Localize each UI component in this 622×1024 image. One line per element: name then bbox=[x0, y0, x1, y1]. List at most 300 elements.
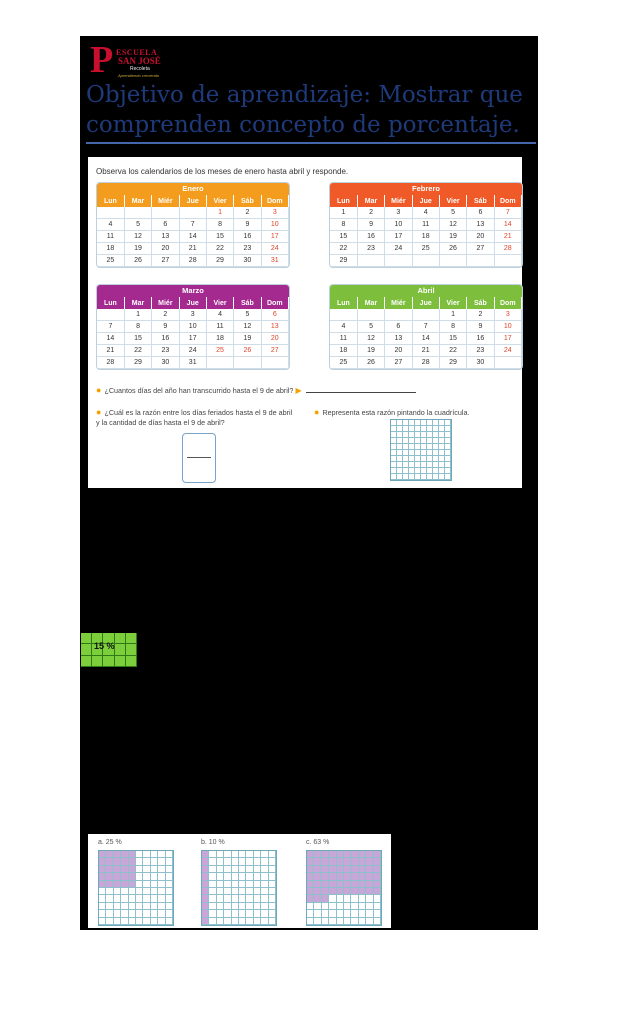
grid-cell bbox=[202, 895, 209, 902]
grid-cell bbox=[307, 851, 314, 858]
day-cell bbox=[467, 255, 494, 267]
day-cell: 26 bbox=[234, 345, 261, 357]
grid-cell bbox=[151, 858, 158, 865]
grid-cell bbox=[224, 895, 231, 902]
grid-cell bbox=[322, 903, 329, 910]
month-name: Enero bbox=[97, 183, 289, 195]
grid-cell bbox=[239, 851, 246, 858]
grid-cell bbox=[224, 873, 231, 880]
day-cell: 4 bbox=[330, 321, 357, 333]
question-2-text: ¿Cuál es la razón entre los días feriados hasta el 9 de abril y la cantidad de días hasta el 9 de abril? bbox=[96, 408, 293, 427]
grid-cell bbox=[246, 858, 253, 865]
grid-cell bbox=[217, 873, 224, 880]
day-cell: 27 bbox=[152, 255, 179, 267]
fraction-answer-box[interactable] bbox=[182, 433, 216, 483]
grid-cell bbox=[351, 873, 358, 880]
grid-cell bbox=[232, 910, 239, 917]
grid-cell bbox=[209, 895, 216, 902]
grid-cell bbox=[239, 910, 246, 917]
grid-cell bbox=[366, 895, 373, 902]
grid-cell bbox=[307, 888, 314, 895]
day-cell: 18 bbox=[206, 333, 233, 345]
grid-cell bbox=[158, 851, 165, 858]
question-1 bbox=[96, 385, 516, 396]
grid-cell bbox=[129, 851, 136, 858]
day-cell: 10 bbox=[179, 321, 206, 333]
answer-line[interactable] bbox=[306, 392, 416, 393]
grid-cell bbox=[366, 910, 373, 917]
grid-cell bbox=[217, 918, 224, 925]
grid-cell bbox=[232, 873, 239, 880]
weekday-header: Miér bbox=[152, 297, 179, 309]
grid-cell bbox=[158, 866, 165, 873]
grid-cell bbox=[351, 918, 358, 925]
grid-cell bbox=[217, 910, 224, 917]
grid-cell bbox=[202, 851, 209, 858]
day-cell bbox=[385, 255, 412, 267]
grid-cell bbox=[232, 858, 239, 865]
grid-cell bbox=[337, 873, 344, 880]
grid-cell bbox=[239, 895, 246, 902]
day-cell bbox=[412, 255, 439, 267]
grid-cell bbox=[307, 881, 314, 888]
day-cell: 13 bbox=[152, 231, 179, 243]
weekday-header: Miér bbox=[385, 195, 412, 207]
day-cell: 2 bbox=[467, 309, 494, 321]
day-cell: 13 bbox=[467, 219, 494, 231]
day-cell: 10 bbox=[494, 321, 521, 333]
day-cell: 25 bbox=[330, 357, 357, 369]
bullet-icon: ● bbox=[96, 407, 102, 417]
day-cell: 20 bbox=[467, 231, 494, 243]
grid-cell bbox=[151, 910, 158, 917]
day-cell: 28 bbox=[494, 243, 521, 255]
grid-cell bbox=[254, 895, 261, 902]
grid-cell bbox=[366, 873, 373, 880]
grid-cell bbox=[314, 866, 321, 873]
grid-cell[interactable] bbox=[445, 474, 451, 480]
day-cell: 2 bbox=[234, 207, 261, 219]
grid-cell bbox=[217, 851, 224, 858]
grid-cell bbox=[307, 858, 314, 865]
day-cell: 13 bbox=[261, 321, 288, 333]
green-cell bbox=[126, 656, 137, 667]
day-cell: 19 bbox=[439, 231, 466, 243]
grid-cell bbox=[143, 888, 150, 895]
grid-cell bbox=[261, 881, 268, 888]
grid-cell bbox=[224, 888, 231, 895]
grid-cell bbox=[329, 903, 336, 910]
day-cell: 28 bbox=[97, 357, 124, 369]
grid-cell bbox=[261, 873, 268, 880]
grid-cell bbox=[239, 918, 246, 925]
grid-cell bbox=[99, 851, 106, 858]
green-cell bbox=[115, 656, 126, 667]
grid-cell bbox=[254, 858, 261, 865]
grid-cell bbox=[239, 881, 246, 888]
day-cell: 9 bbox=[357, 219, 384, 231]
example-label: a. 25 % bbox=[98, 839, 122, 846]
day-cell: 31 bbox=[261, 255, 288, 267]
day-cell: 15 bbox=[124, 333, 151, 345]
grid-cell bbox=[114, 851, 121, 858]
weekday-header: Vier bbox=[439, 297, 466, 309]
grid-cell bbox=[129, 873, 136, 880]
page-title: Objetivo de aprendizaje: Mostrar que comprenden concepto de porcentaje. bbox=[86, 82, 523, 138]
day-cell: 23 bbox=[152, 345, 179, 357]
day-cell bbox=[261, 357, 288, 369]
grid-cell bbox=[106, 866, 113, 873]
weekday-header: Sáb bbox=[467, 297, 494, 309]
grid-cell bbox=[114, 881, 121, 888]
grid-cell bbox=[151, 866, 158, 873]
day-cell: 19 bbox=[357, 345, 384, 357]
grid-cell bbox=[99, 873, 106, 880]
grid-cell bbox=[314, 873, 321, 880]
grid-cell bbox=[314, 918, 321, 925]
grid-cell bbox=[209, 888, 216, 895]
grid-cell bbox=[158, 858, 165, 865]
grid-cell bbox=[129, 895, 136, 902]
grid-cell bbox=[322, 881, 329, 888]
grid-cell bbox=[143, 851, 150, 858]
grid-cell bbox=[114, 918, 121, 925]
grid-cell bbox=[209, 873, 216, 880]
grid-cell bbox=[366, 888, 373, 895]
day-cell bbox=[330, 309, 357, 321]
day-cell: 15 bbox=[330, 231, 357, 243]
weekday-header: Miér bbox=[152, 195, 179, 207]
day-cell: 6 bbox=[261, 309, 288, 321]
grid-cell bbox=[143, 873, 150, 880]
grid-cell bbox=[322, 895, 329, 902]
day-cell: 8 bbox=[330, 219, 357, 231]
grid-cell bbox=[224, 866, 231, 873]
day-cell: 26 bbox=[439, 243, 466, 255]
grid-cell bbox=[261, 903, 268, 910]
grid-cell bbox=[143, 895, 150, 902]
day-cell bbox=[97, 207, 124, 219]
day-cell: 8 bbox=[439, 321, 466, 333]
green-cell bbox=[115, 633, 126, 644]
grid-cell bbox=[121, 858, 128, 865]
day-cell: 9 bbox=[234, 219, 261, 231]
grid-cell bbox=[314, 895, 321, 902]
grid-cell bbox=[232, 851, 239, 858]
green-cell bbox=[103, 656, 114, 667]
grid-cell bbox=[151, 881, 158, 888]
day-cell: 24 bbox=[261, 243, 288, 255]
question-3-text: Representa esta razón pintando la cuadrícula. bbox=[322, 408, 470, 417]
day-cell: 14 bbox=[179, 231, 206, 243]
grid-cell bbox=[351, 851, 358, 858]
weekday-header: Dom bbox=[261, 297, 288, 309]
grid-cell bbox=[322, 910, 329, 917]
day-cell: 4 bbox=[97, 219, 124, 231]
grid-cell bbox=[366, 918, 373, 925]
grid-cell bbox=[136, 866, 143, 873]
grid-cell bbox=[99, 895, 106, 902]
grid-cell bbox=[359, 873, 366, 880]
grid-cell bbox=[136, 881, 143, 888]
day-cell: 7 bbox=[97, 321, 124, 333]
grid-cell bbox=[209, 881, 216, 888]
month-name: Marzo bbox=[97, 285, 289, 297]
grid-cell bbox=[224, 910, 231, 917]
grid-cell bbox=[136, 903, 143, 910]
bullet-icon: ● bbox=[314, 407, 320, 417]
grid-cell bbox=[166, 895, 173, 902]
instruction-text: Observa los calendarios de los meses de enero hasta abril y responde. bbox=[96, 167, 349, 176]
grid-cell bbox=[254, 888, 261, 895]
grid-cell bbox=[254, 866, 261, 873]
day-cell: 17 bbox=[494, 333, 521, 345]
grid-cell bbox=[374, 858, 381, 865]
grid-cell bbox=[366, 903, 373, 910]
day-cell: 7 bbox=[179, 219, 206, 231]
grid-cell bbox=[106, 858, 113, 865]
grid-cell bbox=[209, 910, 216, 917]
grid-cell bbox=[151, 873, 158, 880]
grid-cell bbox=[232, 888, 239, 895]
grid-cell bbox=[114, 903, 121, 910]
day-cell: 1 bbox=[439, 309, 466, 321]
grid-cell bbox=[337, 866, 344, 873]
day-cell: 30 bbox=[152, 357, 179, 369]
weekday-header: Lun bbox=[330, 195, 357, 207]
grid-cell bbox=[166, 918, 173, 925]
grid-cell bbox=[99, 888, 106, 895]
grid-cell bbox=[166, 851, 173, 858]
grid-cell bbox=[374, 851, 381, 858]
grid-cell bbox=[366, 866, 373, 873]
weekday-header: Sáb bbox=[234, 195, 261, 207]
grid-cell bbox=[269, 881, 276, 888]
day-cell: 12 bbox=[124, 231, 151, 243]
day-cell: 29 bbox=[330, 255, 357, 267]
grid-cell bbox=[202, 910, 209, 917]
grid-cell bbox=[99, 858, 106, 865]
day-cell: 17 bbox=[385, 231, 412, 243]
grid-cell bbox=[114, 888, 121, 895]
grid-cell bbox=[307, 918, 314, 925]
grid-cell bbox=[136, 918, 143, 925]
grid-cell bbox=[307, 873, 314, 880]
grid-cell bbox=[314, 858, 321, 865]
weekday-header: Jue bbox=[412, 297, 439, 309]
grid-cell bbox=[217, 858, 224, 865]
weekday-header: Vier bbox=[206, 297, 233, 309]
day-cell: 16 bbox=[357, 231, 384, 243]
grid-cell bbox=[359, 858, 366, 865]
grid-cell bbox=[246, 895, 253, 902]
grid-cell bbox=[337, 903, 344, 910]
day-cell: 2 bbox=[357, 207, 384, 219]
grid-cell bbox=[143, 918, 150, 925]
paint-grid[interactable] bbox=[390, 419, 452, 481]
grid-cell bbox=[166, 910, 173, 917]
grid-cell bbox=[374, 910, 381, 917]
grid-cell bbox=[359, 910, 366, 917]
grid-cell bbox=[322, 866, 329, 873]
percent-examples bbox=[88, 834, 391, 928]
grid-cell bbox=[129, 866, 136, 873]
grid-cell bbox=[158, 903, 165, 910]
calendar-marzo bbox=[96, 284, 290, 370]
day-cell: 31 bbox=[179, 357, 206, 369]
grid-cell bbox=[129, 858, 136, 865]
grid-cell bbox=[329, 881, 336, 888]
green-cell bbox=[92, 656, 103, 667]
day-cell: 19 bbox=[234, 333, 261, 345]
school-logo bbox=[90, 40, 180, 80]
grid-cell bbox=[374, 881, 381, 888]
grid-cell bbox=[106, 873, 113, 880]
day-cell: 30 bbox=[234, 255, 261, 267]
month-name: Abril bbox=[330, 285, 522, 297]
example-grid bbox=[306, 850, 382, 926]
day-cell: 3 bbox=[261, 207, 288, 219]
grid-cell bbox=[121, 866, 128, 873]
grid-cell bbox=[337, 851, 344, 858]
day-cell bbox=[357, 309, 384, 321]
calendar-grid bbox=[330, 195, 522, 267]
grid-cell bbox=[261, 866, 268, 873]
day-cell: 12 bbox=[439, 219, 466, 231]
grid-cell bbox=[261, 918, 268, 925]
day-cell: 26 bbox=[124, 255, 151, 267]
day-cell: 16 bbox=[234, 231, 261, 243]
day-cell: 6 bbox=[467, 207, 494, 219]
grid-cell bbox=[129, 903, 136, 910]
grid-cell bbox=[246, 881, 253, 888]
grid-cell bbox=[121, 873, 128, 880]
grid-cell bbox=[269, 918, 276, 925]
grid-cell bbox=[344, 903, 351, 910]
day-cell: 28 bbox=[179, 255, 206, 267]
grid-cell bbox=[322, 858, 329, 865]
grid-cell bbox=[307, 866, 314, 873]
grid-cell bbox=[143, 881, 150, 888]
day-cell: 18 bbox=[97, 243, 124, 255]
grid-cell bbox=[329, 895, 336, 902]
day-cell bbox=[124, 207, 151, 219]
grid-cell bbox=[254, 903, 261, 910]
day-cell: 9 bbox=[152, 321, 179, 333]
grid-cell bbox=[239, 888, 246, 895]
grid-cell bbox=[269, 910, 276, 917]
grid-cell bbox=[351, 866, 358, 873]
grid-cell bbox=[121, 851, 128, 858]
grid-cell bbox=[151, 903, 158, 910]
grid-cell bbox=[314, 903, 321, 910]
grid-cell bbox=[329, 873, 336, 880]
weekday-header: Sáb bbox=[467, 195, 494, 207]
day-cell: 25 bbox=[206, 345, 233, 357]
weekday-header: Lun bbox=[97, 297, 124, 309]
grid-cell bbox=[269, 866, 276, 873]
grid-cell bbox=[166, 888, 173, 895]
grid-cell bbox=[374, 918, 381, 925]
grid-cell bbox=[344, 918, 351, 925]
grid-cell bbox=[314, 851, 321, 858]
grid-cell bbox=[344, 851, 351, 858]
grid-cell bbox=[374, 873, 381, 880]
day-cell: 12 bbox=[357, 333, 384, 345]
grid-cell bbox=[209, 851, 216, 858]
day-cell bbox=[179, 207, 206, 219]
day-cell: 6 bbox=[385, 321, 412, 333]
grid-cell bbox=[269, 858, 276, 865]
grid-cell bbox=[261, 888, 268, 895]
grid-cell bbox=[337, 858, 344, 865]
grid-cell bbox=[307, 895, 314, 902]
day-cell: 8 bbox=[124, 321, 151, 333]
day-cell bbox=[385, 309, 412, 321]
day-cell: 8 bbox=[206, 219, 233, 231]
grid-cell bbox=[269, 851, 276, 858]
grid-cell bbox=[143, 866, 150, 873]
grid-cell bbox=[232, 903, 239, 910]
grid-cell bbox=[329, 858, 336, 865]
fraction-bar bbox=[187, 457, 211, 458]
grid-cell bbox=[359, 895, 366, 902]
grid-cell bbox=[129, 918, 136, 925]
green-percent-label: 15 % bbox=[94, 641, 115, 651]
weekday-header: Dom bbox=[494, 195, 521, 207]
grid-cell bbox=[246, 851, 253, 858]
day-cell bbox=[357, 255, 384, 267]
logo-line2: SAN JOSÉ bbox=[118, 56, 161, 66]
grid-cell bbox=[136, 873, 143, 880]
grid-cell bbox=[239, 858, 246, 865]
weekday-header: Mar bbox=[357, 195, 384, 207]
day-cell: 3 bbox=[179, 309, 206, 321]
day-cell bbox=[206, 357, 233, 369]
grid-cell bbox=[314, 888, 321, 895]
grid-cell bbox=[209, 858, 216, 865]
logo-line1: ESCUELA bbox=[116, 48, 158, 57]
day-cell: 14 bbox=[412, 333, 439, 345]
question-3 bbox=[314, 407, 519, 418]
grid-cell bbox=[337, 910, 344, 917]
calendar-abril bbox=[329, 284, 523, 370]
day-cell: 11 bbox=[412, 219, 439, 231]
grid-cell bbox=[261, 858, 268, 865]
day-cell: 19 bbox=[124, 243, 151, 255]
weekday-header: Vier bbox=[206, 195, 233, 207]
green-cell bbox=[126, 633, 137, 644]
month-name: Febrero bbox=[330, 183, 522, 195]
grid-cell bbox=[209, 918, 216, 925]
grid-cell bbox=[232, 881, 239, 888]
day-cell: 27 bbox=[261, 345, 288, 357]
day-cell: 24 bbox=[179, 345, 206, 357]
grid-cell bbox=[106, 888, 113, 895]
grid-cell bbox=[261, 895, 268, 902]
calendar-grid bbox=[97, 297, 289, 369]
grid-cell bbox=[366, 881, 373, 888]
day-cell: 15 bbox=[439, 333, 466, 345]
day-cell: 13 bbox=[385, 333, 412, 345]
grid-cell bbox=[121, 903, 128, 910]
grid-cell bbox=[217, 903, 224, 910]
grid-cell bbox=[351, 881, 358, 888]
grid-cell bbox=[114, 895, 121, 902]
grid-cell bbox=[246, 866, 253, 873]
day-cell: 18 bbox=[330, 345, 357, 357]
grid-cell bbox=[344, 858, 351, 865]
